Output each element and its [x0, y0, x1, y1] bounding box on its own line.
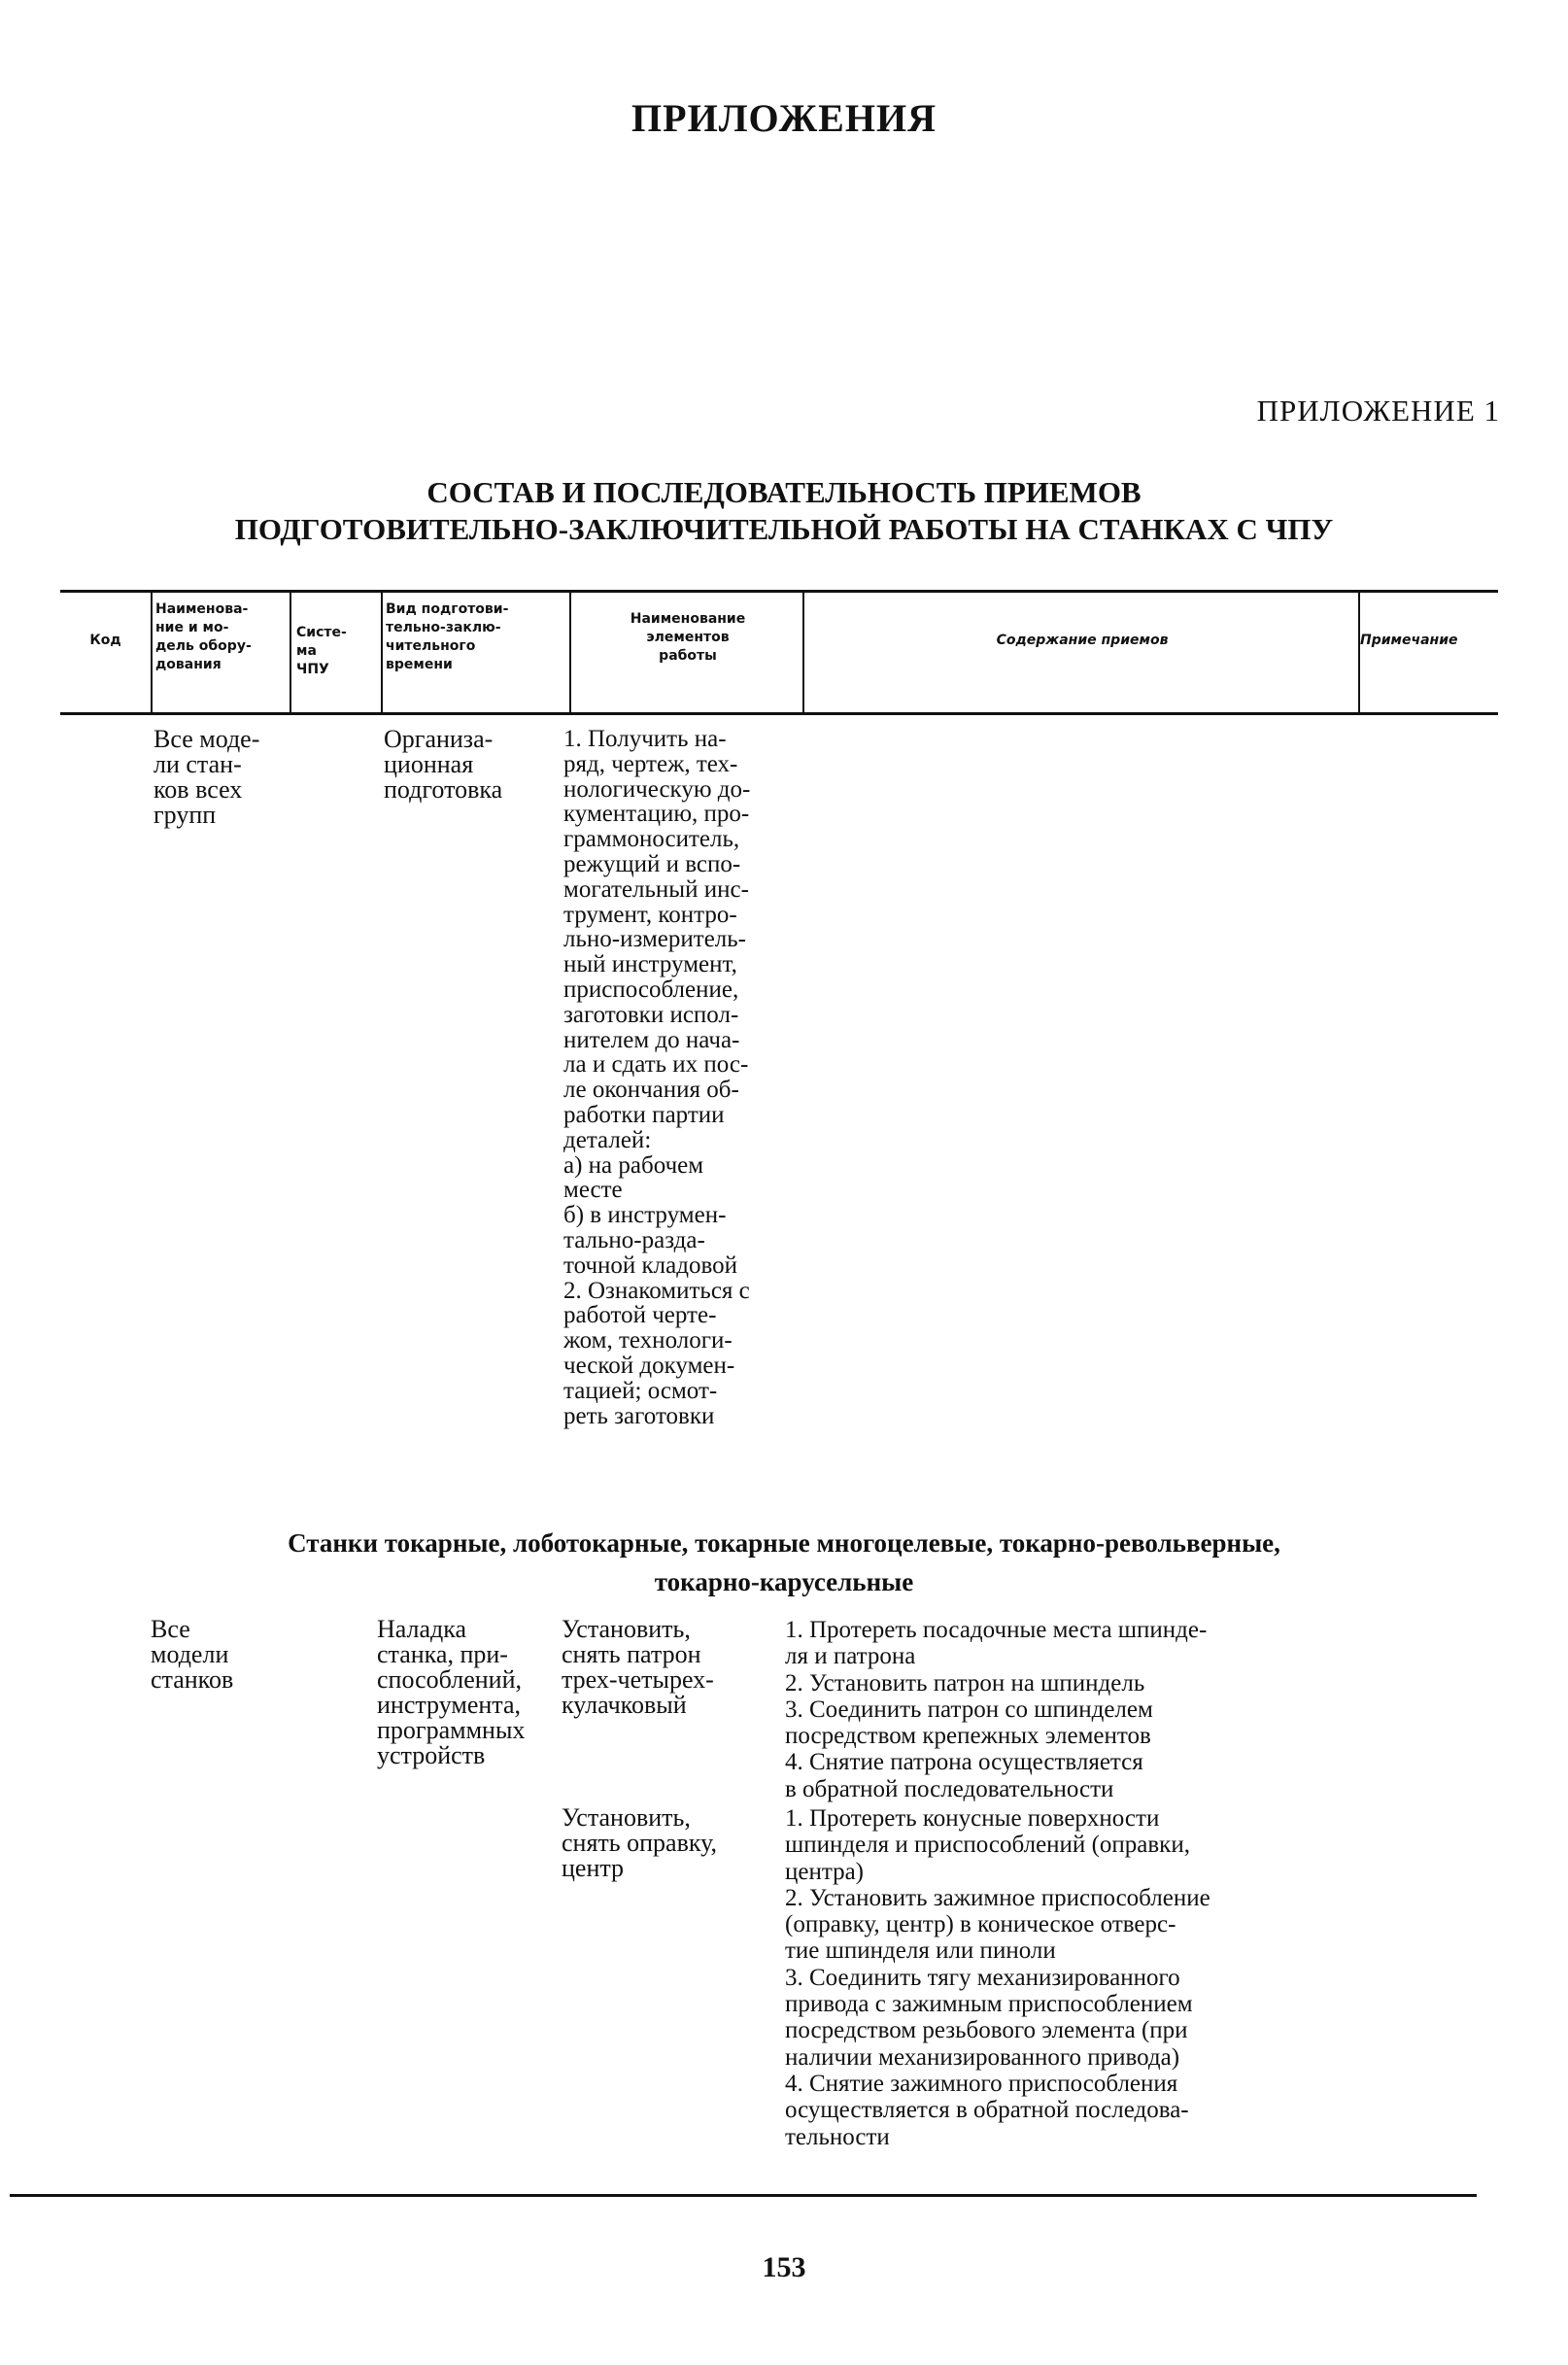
column-divider: [290, 592, 291, 712]
header-content: Содержание приемов: [996, 633, 1169, 648]
document-title-line-1: СОСТАВ И ПОСЛЕДОВАТЕЛЬНОСТЬ ПРИЕМОВ: [426, 475, 1142, 509]
page-heading: ПРИЛОЖЕНИЯ: [631, 96, 937, 140]
header-time-type: Вид подготови- тельно-заклю- чительного времени: [386, 601, 509, 672]
column-divider: [1358, 592, 1360, 712]
header-work-elements: Наименование элементов работы: [630, 611, 746, 664]
column-divider: [151, 592, 153, 712]
page-number: 153: [762, 2251, 806, 2283]
row2-time-type: Наладка станка, при- способлений, инструмента, программных устройств: [377, 1615, 526, 1769]
header-equipment: Наименова- ние и мо- дель обору- дования: [155, 601, 252, 672]
row1-work-elements: 1. Получить на- ряд, чертеж, тех- нологическую до- кументацию, про- граммоноситель, режущий и вспо- могательный инс- трумент, контро- льно-измеритель- ный инструмент, приспособление, заготовки испол- нителем до нача- ла и сдать их пос- ле окончания об- работки партии деталей: а) на рабочем месте б) в инструмен- тально-разда- точной кладовой 2. Ознакомиться с работой черте- жом, технологи- ческой докумен- тацией; осмот- реть заготовки: [563, 726, 751, 1429]
section-heading-line-1: Станки токарные, лоботокарные, токарные многоцелевые, токарно-револьверные,: [288, 1528, 1280, 1558]
column-divider: [569, 592, 571, 712]
row1-time-type: Организа- ционная подготовка: [384, 725, 503, 804]
row2-elements-mandrel: Установить, снять оправку, центр: [562, 1803, 718, 1882]
row2-elements-chuck: Установить, снять патрон трех-четырех- кулачковый: [562, 1615, 714, 1719]
header-note: Примечание: [1360, 633, 1458, 648]
row1-equipment: Все моде- ли стан- ков всех групп: [153, 725, 260, 829]
row2-content-chuck: 1. Протереть посадочные места шпинде- ля и патрона 2. Установить патрон на шпиндель 3. Соединить патрон со шпинделем посредством крепежных элементов 4. Снятие патрона осуществляется в обратной последовательности: [785, 1617, 1208, 1802]
document-title-line-2: ПОДГОТОВИТЕЛЬНО-ЗАКЛЮЧИТЕЛЬНОЙ РАБОТЫ НА СТАНКАХ С ЧПУ: [234, 512, 1334, 546]
section-heading: [0, 1524, 1568, 1601]
table-header-bottom-rule: [60, 712, 1498, 715]
appendix-label: ПРИЛОЖЕНИЕ 1: [1256, 394, 1500, 428]
document-title: [0, 474, 1568, 548]
column-divider: [802, 592, 804, 712]
header-cnc-system: Систе- ма ЧПУ: [296, 625, 347, 677]
column-divider: [381, 592, 383, 712]
header-code: Код: [89, 633, 121, 648]
row2-content-mandrel: 1. Протереть конусные поверхности шпинделя и приспособлений (оправки, центра) 2. Установить зажимное приспособление (оправку, центр) в коническое отверс- тие шпинделя или пиноли 3. Соединить тягу механизированного привода с зажимным приспособлением посредством резьбового элемента (при наличии механизированного привода) 4. Снятие зажимного приспособления осуществляется в обратной последова- тельности: [785, 1805, 1210, 2150]
table-top-rule: [60, 590, 1498, 593]
row2-equipment: Все модели станков: [151, 1615, 234, 1694]
footer-rule: [10, 2194, 1477, 2197]
section-heading-line-2: токарно-карусельные: [654, 1567, 914, 1596]
